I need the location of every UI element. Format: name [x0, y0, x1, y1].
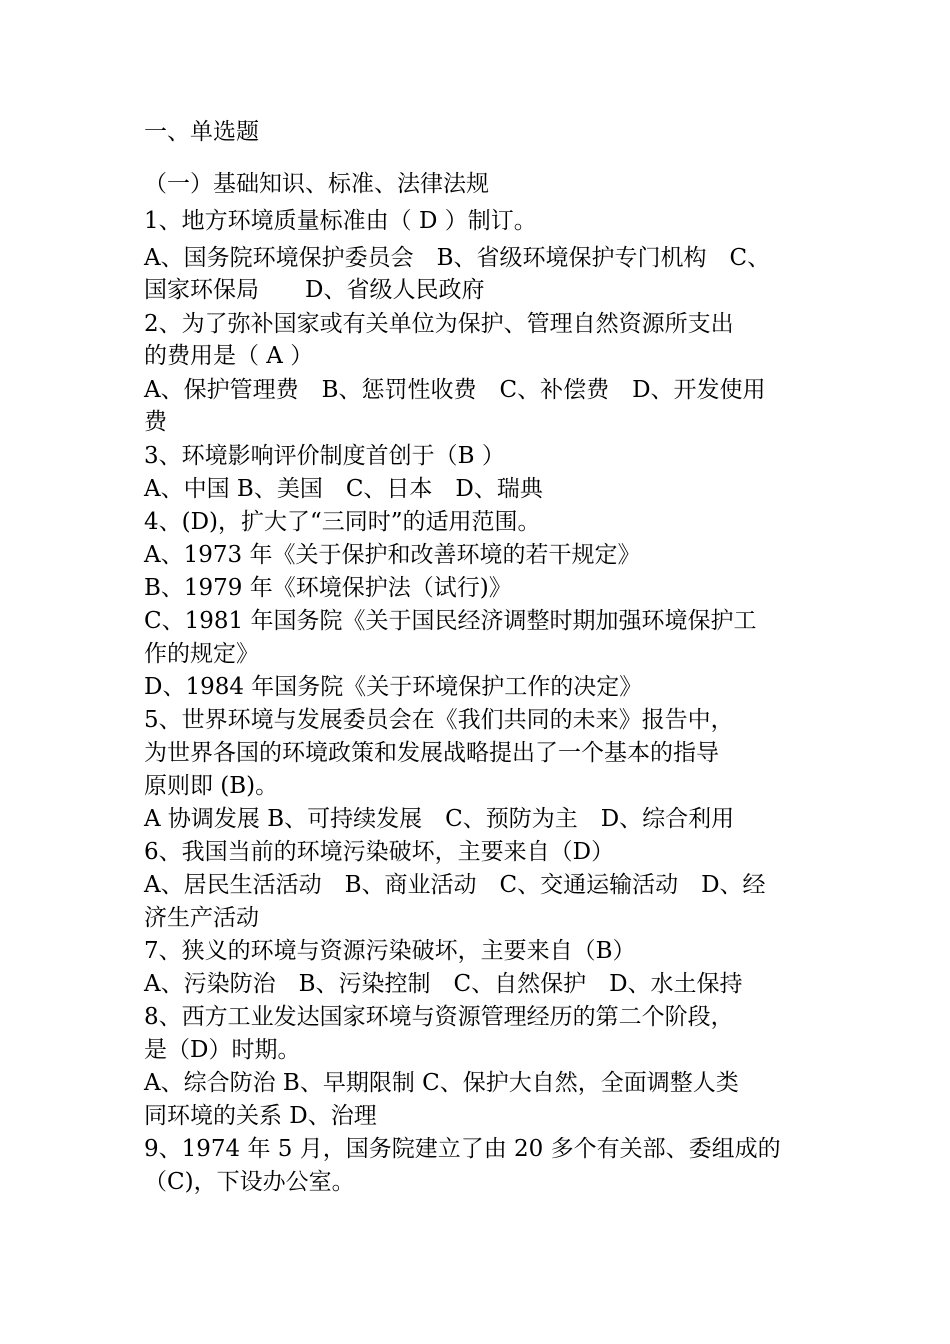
text-line: 4、(D)，扩大了“三同时”的适用范围。: [144, 509, 541, 535]
text-line: A、国务院环境保护委员会 B、省级环境保护专门机构 C、: [144, 245, 771, 271]
text-line: A、污染防治 B、污染控制 C、自然保护 D、水土保持: [144, 971, 743, 997]
section-title: 一、单选题: [144, 119, 259, 145]
text-line: 济生产活动: [144, 905, 259, 931]
text-line: 2、为了弥补国家或有关单位为保护、管理自然资源所支出: [144, 311, 734, 337]
text-line: 同环境的关系 D、治理: [144, 1103, 377, 1129]
text-line: 7、狭义的环境与资源污染破坏，主要来自（B）: [144, 938, 636, 964]
text-line: D、1984 年国务院《关于环境保护工作的决定》: [144, 674, 643, 700]
text-line: A、居民生活活动 B、商业活动 C、交通运输活动 D、经: [144, 872, 766, 898]
text-line: C、1981 年国务院《关于国民经济调整时期加强环境保护工: [144, 608, 757, 634]
text-line: 3、环境影响评价制度首创于（B ）: [144, 443, 505, 469]
text-line: 原则即 (B)。: [144, 773, 279, 799]
subsection-title: （一）基础知识、标准、法律法规: [144, 171, 489, 197]
text-line: A、中国 B、美国 C、日本 D、瑞典: [144, 476, 543, 502]
text-line: 国家环保局 D、省级人民政府: [144, 277, 485, 303]
text-line: A、保护管理费 B、惩罚性收费 C、补偿费 D、开发使用: [144, 377, 766, 403]
text-line: A、1973 年《关于保护和改善环境的若干规定》: [144, 542, 641, 568]
text-line: A、综合防治 B、早期限制 C、保护大自然，全面调整人类: [144, 1070, 739, 1096]
text-line: 1、地方环境质量标准由（ D ）制订。: [144, 208, 537, 234]
text-line: （C)，下设办公室。: [144, 1169, 355, 1195]
text-line: 的费用是（ A ）: [144, 343, 314, 369]
text-line: A 协调发展 B、可持续发展 C、预防为主 D、综合利用: [144, 806, 735, 832]
text-line: 5、世界环境与发展委员会在《我们共同的未来》报告中，: [144, 707, 734, 733]
text-line: 8、西方工业发达国家环境与资源管理经历的第二个阶段，: [144, 1004, 734, 1030]
text-line: 9、1974 年 5 月，国务院建立了由 20 多个有关部、委组成的: [144, 1136, 781, 1162]
text-line: 6、我国当前的环境污染破坏，主要来自（D）: [144, 839, 615, 865]
text-line: 费: [144, 409, 167, 435]
text-line: B、1979 年《环境保护法（试行)》: [144, 575, 512, 601]
text-line: 为世界各国的环境政策和发展战略提出了一个基本的指导: [144, 740, 719, 766]
text-line: 作的规定》: [144, 641, 259, 667]
text-line: 是（D）时期。: [144, 1037, 301, 1063]
